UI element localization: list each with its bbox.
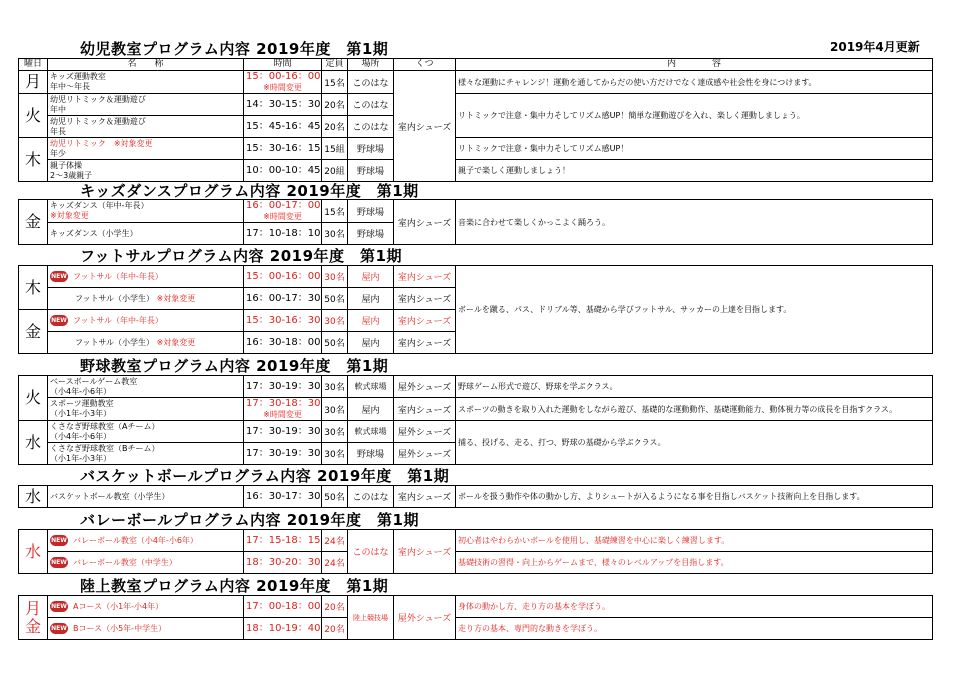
class-name: フットサル（小学生）	[75, 293, 155, 303]
place: 野球場	[348, 200, 394, 223]
capacity: 50名	[322, 288, 348, 310]
target-change-note: ※対象変更	[156, 293, 196, 303]
place: 軟式球場	[348, 376, 394, 398]
dance-program-table	[18, 199, 933, 245]
shoes: 室内シューズ	[394, 310, 456, 332]
program-title: フットサルプログラム内容 2019年度 第1期	[80, 247, 402, 265]
class-name: 幼児リトミック＆運動遊び	[50, 116, 146, 126]
class-time: 15：45-16：45	[244, 116, 322, 138]
class-time: 10：00-10：45	[244, 160, 322, 182]
place: 屋内	[348, 266, 394, 288]
class-time: 18：10-19：40	[244, 618, 322, 640]
description: スポーツの動きを取り入れた運動をしながら遊び、基礎的な運動動作、基礎運動能力、動体視力等の成長を目指すクラス。	[456, 398, 933, 421]
shoes: 室内シューズ	[394, 486, 456, 508]
place: このはな	[348, 486, 394, 508]
class-name: フットサル（年中-年長）	[73, 316, 163, 325]
header-day: 曜日	[19, 59, 48, 71]
day-cell: 水	[19, 486, 48, 508]
class-target: 2～3歳親子	[50, 170, 93, 180]
class-target: （小4年-小6年）	[50, 431, 112, 441]
description: ボールを蹴る、パス、ドリブル等、基礎から学びフットサル、サッカーの上達を目指します。	[456, 266, 933, 354]
capacity: 30名	[322, 310, 348, 332]
capacity: 20組	[322, 160, 348, 182]
capacity: 20名	[322, 618, 348, 640]
new-badge-icon: NEW	[51, 625, 67, 632]
capacity: 30名	[322, 398, 348, 421]
day-cell: 金	[24, 616, 41, 636]
target-change-note: ※対象変更	[50, 211, 89, 220]
description: 様々な運動にチャレンジ！運動を通してからだの使い方だけでなく達成感や社会性を身につけます。	[456, 71, 933, 94]
shoes: 屋外シューズ	[394, 443, 456, 465]
description: 初心者はやわらかいボールを使用し、基礎練習を中心に楽しく練習します。	[456, 530, 933, 552]
day-cell: 金	[19, 200, 48, 245]
description: 捕る、投げる、走る、打つ、野球の基礎から学ぶクラス。	[456, 421, 933, 465]
class-target: 年中～年長	[50, 82, 90, 91]
class-name: 親子体操	[50, 160, 82, 170]
class-time: 15：30-16：30	[244, 310, 322, 332]
capacity: 20名	[322, 94, 348, 116]
class-name: フットサル（年中-年長）	[73, 272, 163, 281]
header-capacity: 定員	[322, 59, 348, 71]
class-name: バスケットボール教室（小学生）	[48, 486, 244, 508]
description: 走り方の基本、専門的な動きを学ぼう。	[456, 618, 933, 640]
class-time: 16：30-18：00	[244, 332, 322, 354]
place: このはな	[348, 94, 394, 116]
program-title: 陸上教室プログラム内容 2019年度 第1期	[80, 577, 389, 595]
new-badge-icon: NEW	[51, 559, 67, 566]
track-program-table	[18, 595, 933, 640]
place: このはな	[348, 530, 394, 574]
shoes: 室内シューズ	[394, 71, 456, 182]
shoes: 屋外シューズ	[394, 376, 456, 398]
place: 陸上競技場	[348, 596, 394, 640]
class-name: くさなぎ野球教室（Bチーム）	[50, 443, 160, 453]
capacity: 30名	[322, 376, 348, 398]
class-time: 17：15-18：15	[244, 530, 322, 552]
class-target: 年少	[50, 148, 66, 158]
class-time: 14：30-15：30	[244, 94, 322, 116]
description: 音楽に合わせて楽しくかっこよく踊ろう。	[456, 200, 933, 245]
class-time: 17：30-19：30	[244, 443, 322, 465]
class-name: バレーボール教室（小4年-小6年）	[73, 536, 198, 545]
time-change-note: ※時間変更	[263, 410, 302, 419]
class-time: 15：00-16：00	[244, 266, 322, 288]
day-cell: 木	[19, 138, 48, 182]
class-name: Bコース（小5年-中学生）	[73, 624, 167, 633]
class-name: くさなぎ野球教室（Aチーム）	[50, 421, 160, 431]
place: 屋内	[348, 288, 394, 310]
place: 野球場	[348, 443, 394, 465]
capacity: 15名	[322, 71, 348, 94]
capacity: 15組	[322, 138, 348, 160]
class-name: キッズダンス（小学生）	[48, 223, 244, 245]
class-name: バレーボール教室（中学生）	[73, 558, 177, 567]
description: 身体の動かし方、走り方の基本を学ぼう。	[456, 596, 933, 618]
header-shoes: くつ	[394, 59, 456, 71]
shoes: 室内シューズ	[394, 200, 456, 245]
updated-date: 2019年4月更新	[830, 40, 920, 54]
class-time: 15：30-16：15	[244, 138, 322, 160]
day-cell: 火	[19, 376, 48, 421]
capacity: 20名	[322, 116, 348, 138]
program-title: 幼児教室プログラム内容 2019年度 第1期	[80, 40, 389, 58]
class-time: 17：00-18：00	[244, 596, 322, 618]
baseball-program-table	[18, 375, 933, 465]
shoes: 室内シューズ	[394, 288, 456, 310]
capacity: 30名	[322, 443, 348, 465]
class-target: （小4年-小6年）	[50, 386, 112, 396]
capacity: 20名	[322, 596, 348, 618]
day-cell: 火	[19, 94, 48, 138]
class-time: 17：30-18：30	[246, 398, 321, 409]
place: 軟式球場	[348, 421, 394, 443]
time-change-note: ※時間変更	[263, 83, 302, 92]
new-badge-icon: NEW	[51, 537, 67, 544]
shoes: 室内シューズ	[394, 332, 456, 354]
description: 親子で楽しく運動しましょう！	[456, 160, 933, 182]
place: このはな	[348, 71, 394, 94]
program-title: 野球教室プログラム内容 2019年度 第1期	[80, 357, 389, 375]
kids-program-table	[18, 58, 933, 182]
header-description: 内 容	[456, 59, 933, 71]
day-cell: 金	[19, 310, 48, 354]
time-change-note: ※時間変更	[263, 212, 302, 221]
class-target: （小1年-小3年）	[50, 453, 112, 463]
class-time: 16：00-17：00	[246, 200, 321, 211]
class-time: 17：30-19：30	[244, 376, 322, 398]
header-name: 名 称	[48, 59, 244, 71]
class-name: キッズダンス（年中-年長）	[50, 201, 149, 210]
place: 屋内	[348, 310, 394, 332]
header-time: 時間	[244, 59, 322, 71]
volleyball-program-table	[18, 529, 933, 574]
day-cell: 月	[24, 598, 41, 618]
place: このはな	[348, 116, 394, 138]
class-target: （小1年-小3年）	[50, 409, 112, 418]
description: リトミックで注意・集中力そしてリズム感UP！簡単な運動遊びを入れ、楽しく運動しましょう。	[456, 94, 933, 138]
shoes: 室内シューズ	[394, 530, 456, 574]
program-title: バスケットボールプログラム内容 2019年度 第1期	[80, 467, 450, 485]
place: 屋内	[348, 398, 394, 421]
program-title: キッズダンスプログラム内容 2019年度 第1期	[80, 182, 419, 200]
shoes: 室内シューズ	[394, 266, 456, 288]
day-cell: 水	[19, 530, 48, 574]
day-cell: 月	[19, 71, 48, 94]
place: 野球場	[348, 160, 394, 182]
shoes: 屋外シューズ	[394, 596, 456, 640]
description: 野球ゲーム形式で遊び、野球を学ぶクラス。	[456, 376, 933, 398]
class-time: 15：00-16：00	[246, 71, 321, 82]
class-time: 17：30-19：30	[244, 421, 322, 443]
capacity: 30名	[322, 266, 348, 288]
capacity: 50名	[322, 486, 348, 508]
capacity: 30名	[322, 223, 348, 245]
class-target: 年中	[50, 104, 66, 114]
class-name: スポーツ運動教室	[50, 399, 114, 408]
class-name: ベースボールゲーム教室	[50, 376, 138, 386]
class-name: Aコース（小1年-小4年）	[73, 602, 164, 611]
description: 基礎技術の習得・向上からゲームまで、様々のレベルアップを目指します。	[456, 552, 933, 574]
description: ボールを扱う動作や体の動かし方、よりシュートが入るようになる事を目指しバスケット技術向上を目指します。	[456, 486, 933, 508]
place: 野球場	[348, 223, 394, 245]
capacity: 15名	[322, 200, 348, 223]
class-target: 年長	[50, 126, 66, 136]
shoes: 屋外シューズ	[394, 421, 456, 443]
place: 屋内	[348, 332, 394, 354]
class-name: フットサル（小学生）	[75, 337, 155, 347]
capacity: 50名	[322, 332, 348, 354]
place: 野球場	[348, 138, 394, 160]
class-name: 幼児リトミック ※対象変更	[50, 138, 153, 148]
class-time: 17：10-18：10	[244, 223, 322, 245]
description: リトミックで注意・集中力そしてリズム感UP！	[456, 138, 933, 160]
class-time: 16：30-17：30	[244, 486, 322, 508]
class-name: 幼児リトミック＆運動遊び	[50, 94, 146, 104]
futsal-program-table	[18, 265, 933, 354]
basketball-program-table	[18, 485, 933, 508]
class-time: 16：00-17：30	[244, 288, 322, 310]
new-badge-icon: NEW	[51, 273, 67, 280]
capacity: 30名	[322, 421, 348, 443]
class-time: 18：30-20：30	[244, 552, 322, 574]
program-title: バレーボールプログラム内容 2019年度 第1期	[80, 511, 419, 529]
header-place: 場所	[348, 59, 394, 71]
day-cell: 木	[19, 266, 48, 310]
shoes: 室内シューズ	[394, 398, 456, 421]
capacity: 24名	[322, 530, 348, 552]
capacity: 24名	[322, 552, 348, 574]
new-badge-icon: NEW	[51, 603, 67, 610]
class-name: キッズ運動教室	[50, 72, 106, 81]
day-cell: 水	[19, 421, 48, 465]
target-change-note: ※対象変更	[156, 337, 196, 347]
new-badge-icon: NEW	[51, 317, 67, 324]
